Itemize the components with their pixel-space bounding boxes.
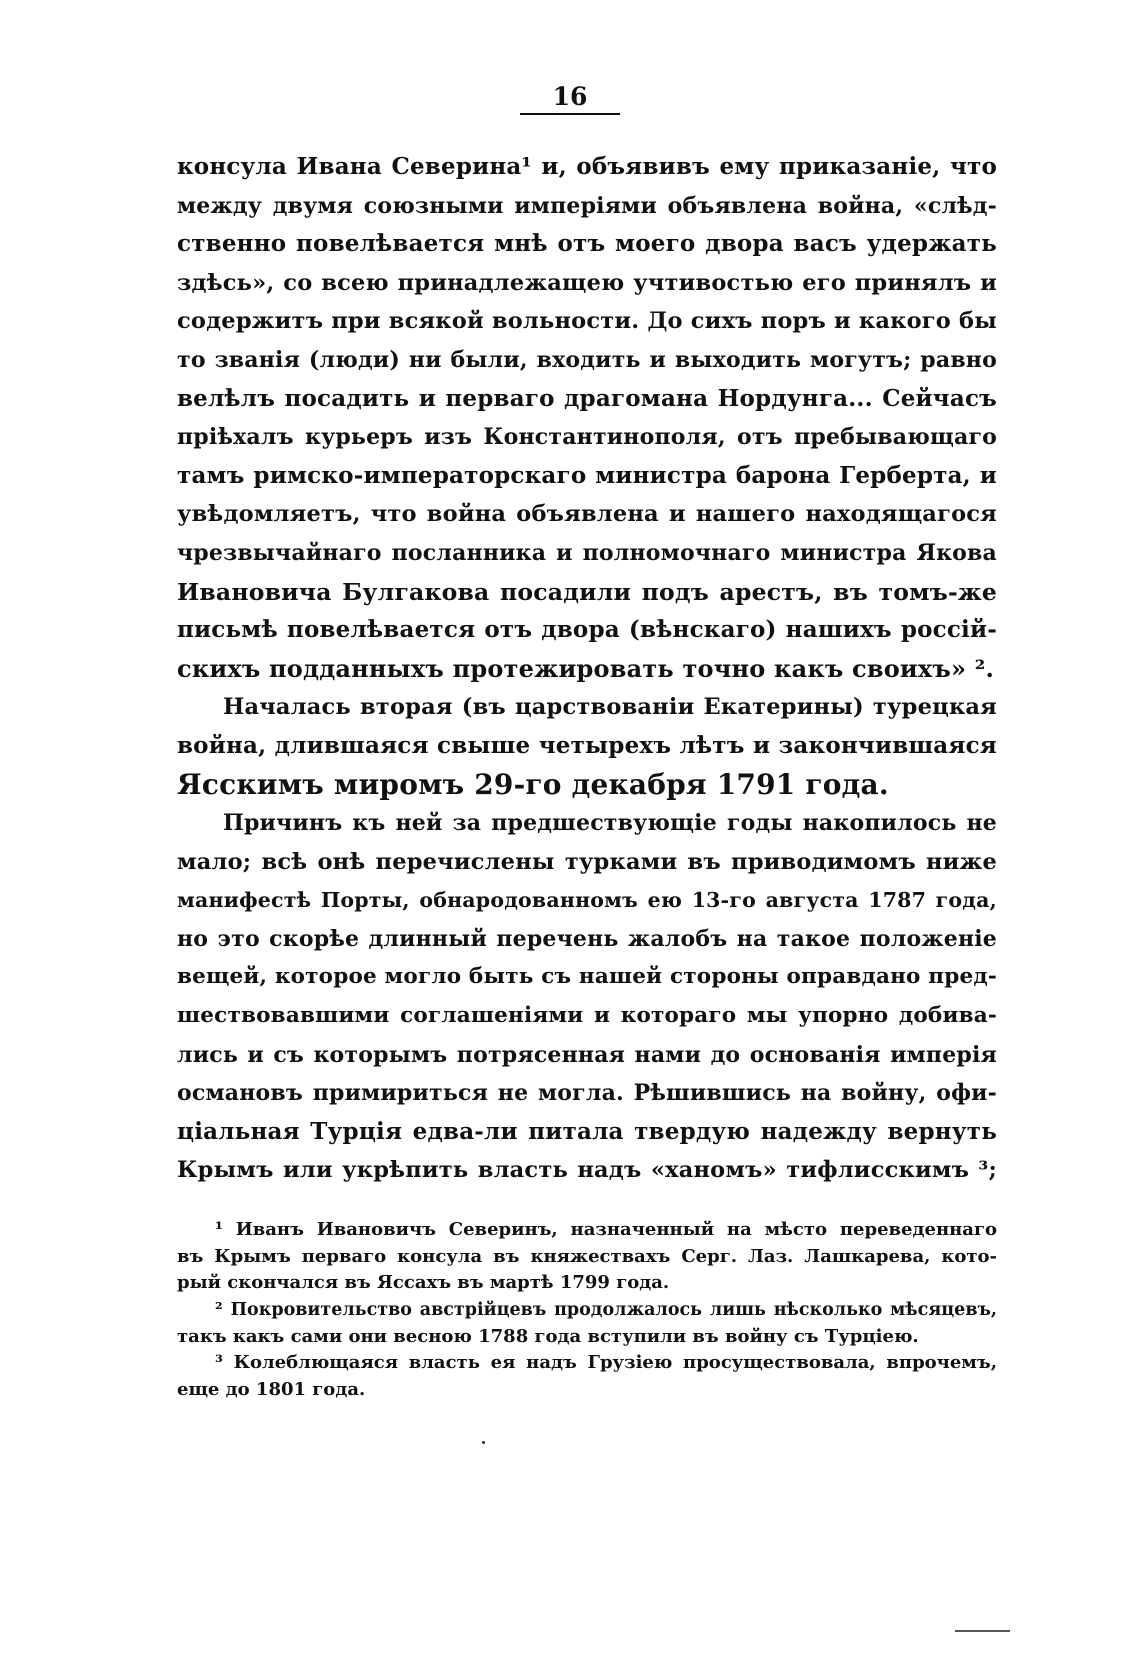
body-line: Крымъ или укрѣпить власть надъ «ханомъ» тифлисскимъ ³; [177, 1157, 997, 1184]
scan-speck [955, 1630, 1010, 1632]
body-line: содержитъ при всякой вольности. До сихъ поръ и какого бы [177, 308, 997, 335]
footnote-line: ¹ Иванъ Ивановичъ Северинъ, назначенный на мѣсто переведеннаго [215, 1219, 997, 1240]
body-line: мало; всѣ онѣ перечислены турками въ приводимомъ ниже [177, 848, 997, 875]
footnotes [177, 1217, 997, 1404]
footnote-line: еще до 1801 года. [177, 1379, 366, 1401]
scan-speck [482, 1441, 485, 1444]
page-number: 16 [520, 82, 620, 115]
body-line: манифестѣ Порты, обнародованномъ ею 13-го августа 1787 года, [177, 888, 997, 913]
body-line: османовъ примириться не могла. Рѣшившись на войну, офи- [177, 1080, 997, 1107]
body-text [177, 148, 997, 1190]
body-line: консула Ивана Северина¹ и, объявивъ ему приказаніе, что [177, 153, 997, 180]
body-line: Ясскимъ миромъ 29-го декабря 1791 года. [177, 767, 889, 801]
body-line: вещей, которое могло быть съ нашей стороны оправдано пред- [177, 964, 997, 990]
body-line: Началась вторая (въ царствованіи Екатерины) турецкая [223, 694, 997, 721]
body-line: Ивановича Булгакова посадили подъ арестъ, въ томъ-же [177, 577, 997, 606]
body-line: скихъ подданныхъ протежировать точно какъ своихъ» ². [177, 653, 995, 683]
footnote-line: въ Крымъ перваго консула въ княжествахъ Серг. Лаз. Лашкарева, кото- [177, 1245, 997, 1267]
body-line: то званія (люди) ни были, входить и выходить могутъ; равно [177, 346, 997, 373]
footnote-line: такъ какъ сами они весною 1788 года вступили въ войну съ Турціею. [177, 1325, 919, 1347]
body-line: ціальная Турція едва-ли питала твердую надежду вернуть [177, 1117, 997, 1145]
body-line: чрезвычайнаго посланника и полномочнаго министра Якова [177, 539, 997, 566]
body-line: ственно повелѣвается мнѣ отъ моего двора васъ удержать [177, 230, 997, 258]
footnote-line: рый скончался въ Яссахъ въ мартѣ 1799 года. [177, 1272, 670, 1294]
body-line: письмѣ повелѣвается отъ двора (вѣнскаго) нашихъ россій- [177, 616, 997, 644]
footnote-line: ³ Колеблющаяся власть ея надъ Грузіею просуществовала, впрочемъ, [215, 1352, 997, 1374]
body-line: увѣдомляетъ, что война объявлена и нашего находящагося [177, 501, 997, 528]
body-line: здѣсь», со всею принадлежащею учтивостью его принялъ и [177, 269, 997, 296]
body-line: пріѣхалъ курьеръ изъ Константинополя, отъ пребывающаго [177, 424, 997, 451]
body-line: тамъ римско-императорскаго министра барона Герберта, и [177, 461, 997, 489]
body-line: война, длившаяся свыше четырехъ лѣтъ и закончившаяся [177, 731, 997, 759]
footnote-line: ² Покровительство австрійцевъ продолжалось лишь нѣсколько мѣсяцевъ, [215, 1300, 997, 1321]
body-line: Причинъ къ ней за предшествующіе годы накопилось не [223, 810, 997, 837]
body-line: шествовавшими соглашеніями и котораго мы упорно добива- [177, 1003, 997, 1029]
body-line: лись и съ которымъ потрясенная нами до основанія имперія [177, 1041, 997, 1068]
body-line: но это скорѣе длинный перечень жалобъ на такое положеніе [177, 925, 997, 952]
body-line: между двумя союзными имперіями объявлена война, «слѣд- [177, 192, 997, 219]
body-line: велѣлъ посадить и перваго драгомана Нордунга... Сейчасъ [177, 384, 997, 412]
